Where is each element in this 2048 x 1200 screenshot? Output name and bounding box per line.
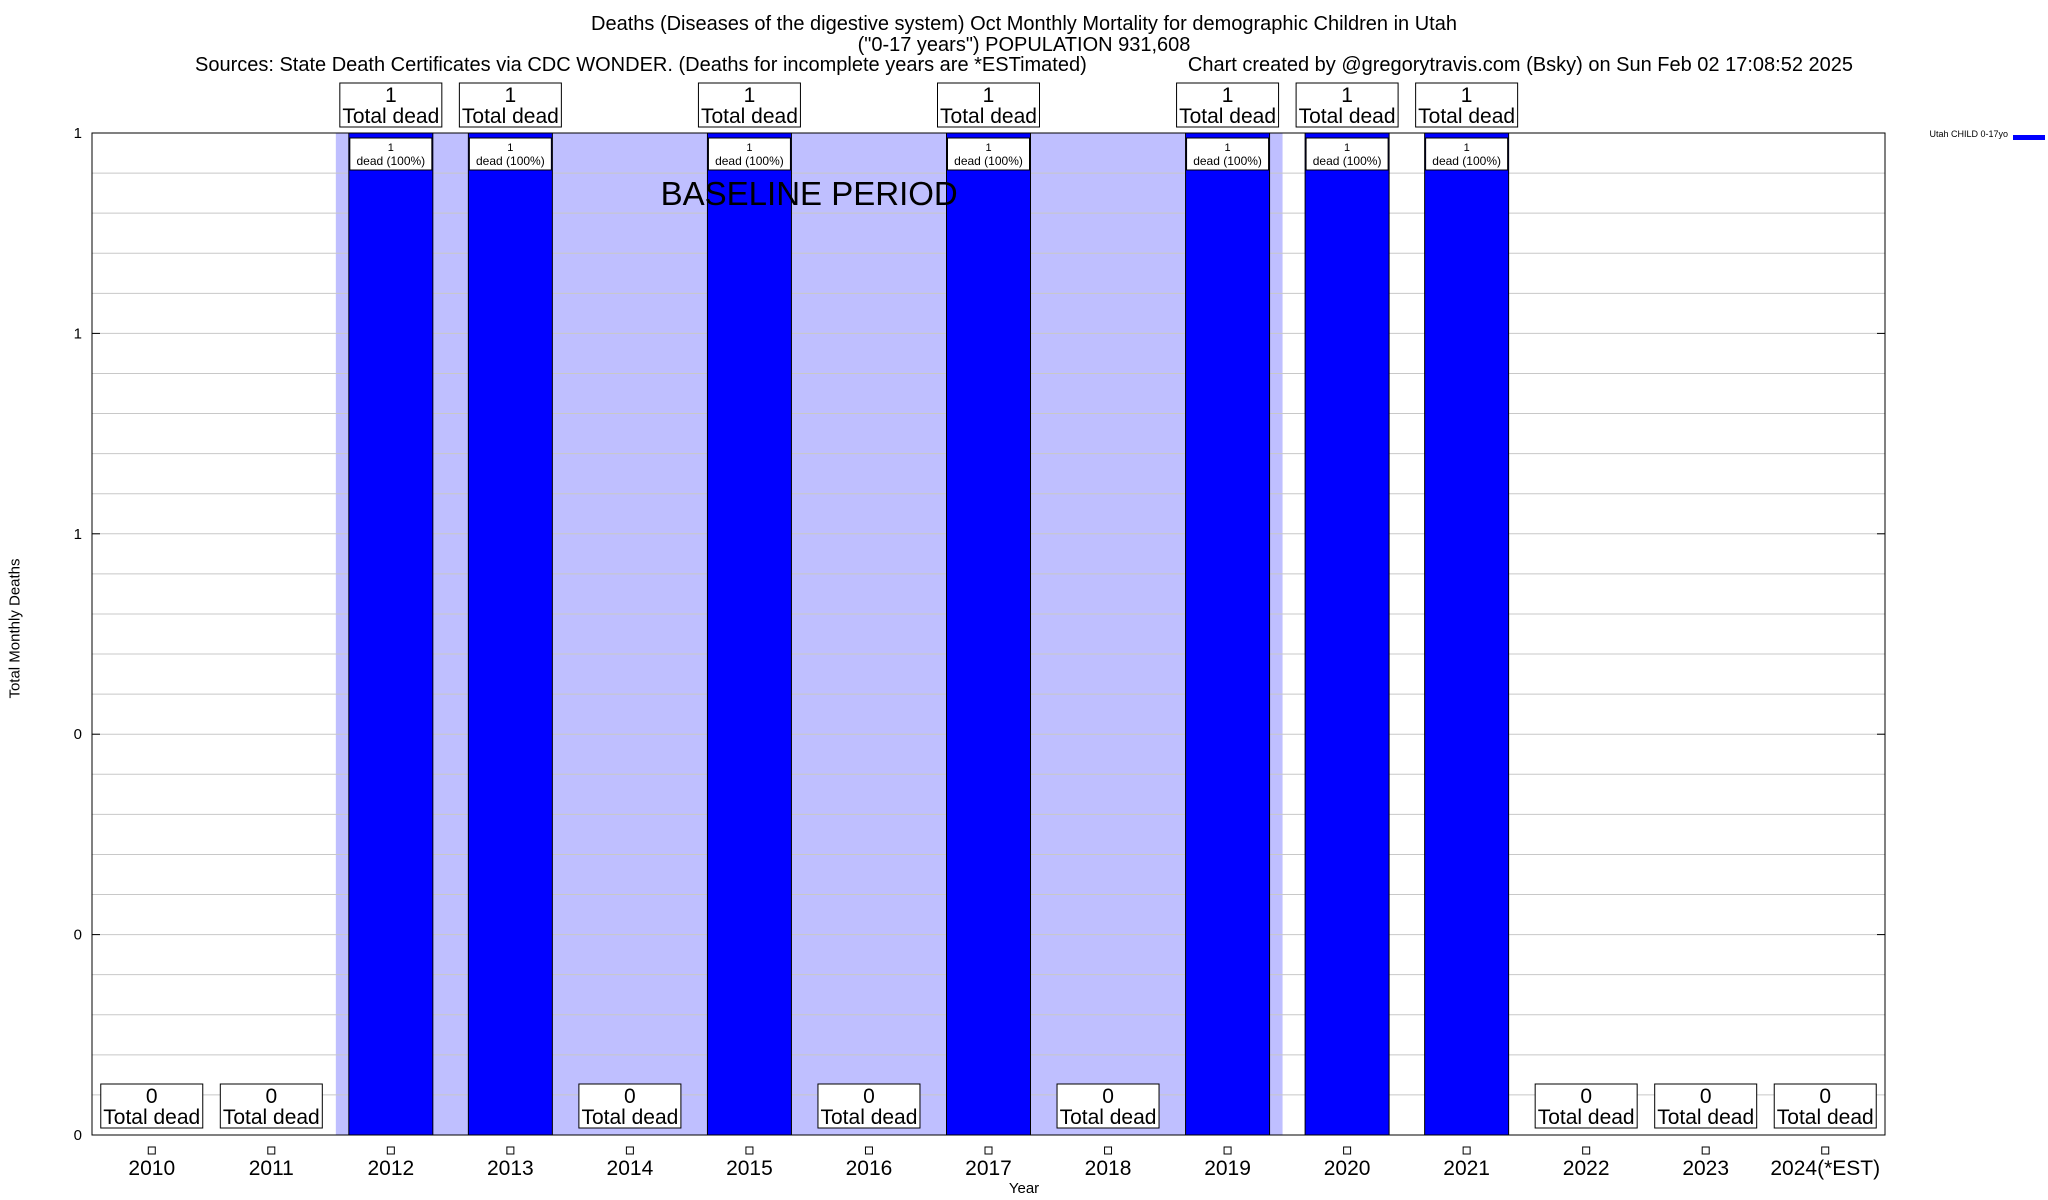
total-label-value: 1 <box>743 84 756 107</box>
total-label-caption: Total dead <box>1059 1106 1157 1129</box>
x-tick-marker <box>507 1147 514 1154</box>
bar-label-count: 1 <box>1224 142 1231 154</box>
bar-label-pct: dead (100%) <box>356 154 426 168</box>
x-axis-label: Year <box>1008 1180 1040 1197</box>
x-tick-label: 2023 <box>1682 1157 1730 1180</box>
x-tick-marker <box>387 1147 394 1154</box>
x-tick-marker <box>985 1147 992 1154</box>
total-label-value: 0 <box>1699 1085 1712 1108</box>
x-tick-marker <box>1583 1147 1590 1154</box>
total-label-caption: Total dead <box>1537 1106 1635 1129</box>
x-tick-label: 2024(*EST) <box>1770 1157 1881 1180</box>
total-label-value: 1 <box>504 84 517 107</box>
bar-label-pct: dead (100%) <box>715 154 784 168</box>
x-tick-label: 2018 <box>1084 1157 1132 1180</box>
bar-label-pct: dead (100%) <box>1193 154 1262 168</box>
total-label-value: 0 <box>1102 1085 1114 1108</box>
total-label-caption: Total dead <box>700 105 798 128</box>
x-tick-label: 2015 <box>726 1157 773 1180</box>
x-tick-marker <box>268 1147 275 1154</box>
bar-2020 <box>1305 133 1389 1135</box>
x-tick-marker <box>1822 1147 1829 1154</box>
bar-2019 <box>1186 133 1270 1135</box>
bar-label-pct: dead (100%) <box>1432 154 1501 168</box>
y-tick-label: 1 <box>73 325 82 343</box>
bar-label-count: 1 <box>746 142 753 154</box>
total-label-value: 0 <box>1580 1085 1593 1108</box>
total-label-caption: Total dead <box>103 1106 201 1129</box>
bar-label-count: 1 <box>387 142 394 154</box>
x-tick-label: 2010 <box>128 1157 176 1180</box>
chart-credit: Chart created by @gregorytravis.com (Bsky) on Sun Feb 02 17:08:52 2025 <box>1187 54 1853 76</box>
x-tick-marker <box>1105 1147 1112 1154</box>
x-tick-label: 2021 <box>1443 1157 1490 1180</box>
total-label-value: 1 <box>982 84 995 107</box>
x-tick-label: 2012 <box>367 1157 415 1180</box>
bar-label-pct: dead (100%) <box>954 154 1023 168</box>
total-label-value: 0 <box>624 1085 636 1108</box>
total-label-value: 0 <box>863 1085 875 1108</box>
x-tick-label: 2019 <box>1204 1157 1251 1180</box>
bar-2017 <box>947 133 1031 1135</box>
y-tick-label: 0 <box>73 926 82 944</box>
total-label-value: 0 <box>1819 1085 1832 1108</box>
y-tick-label: 0 <box>73 1127 82 1144</box>
x-tick-marker <box>1702 1147 1709 1154</box>
x-tick-marker <box>1224 1147 1231 1154</box>
total-label-value: 1 <box>1460 84 1473 107</box>
total-label-caption: Total dead <box>940 105 1037 128</box>
legend <box>1908 129 2048 145</box>
legend-series-label: Utah CHILD 0-17yo <box>1929 129 2008 139</box>
y-tick-label: 1 <box>73 525 82 543</box>
x-tick-label: 2020 <box>1323 1157 1371 1180</box>
bar-2012 <box>349 133 433 1135</box>
bar-label-count: 1 <box>1344 142 1351 154</box>
y-tick-label: 0 <box>73 726 82 744</box>
total-label-caption: Total dead <box>1657 1106 1755 1129</box>
total-label-value: 0 <box>265 1085 278 1108</box>
bar-label-pct: dead (100%) <box>476 154 545 168</box>
total-label-caption: Total dead <box>1179 105 1277 128</box>
x-tick-marker <box>865 1147 872 1154</box>
baseline-period-label: BASELINE PERIOD <box>660 175 958 212</box>
x-tick-marker <box>1463 1147 1470 1154</box>
total-label-value: 0 <box>145 1085 158 1108</box>
bar-label-count: 1 <box>507 142 514 154</box>
x-tick-label: 2011 <box>248 1157 294 1180</box>
x-tick-marker <box>1344 1147 1351 1154</box>
x-tick-label: 2013 <box>487 1157 534 1180</box>
y-tick-label: 1 <box>73 125 82 142</box>
x-tick-label: 2022 <box>1562 1157 1610 1180</box>
total-label-caption: Total dead <box>820 1106 918 1129</box>
x-tick-marker <box>148 1147 155 1154</box>
x-tick-marker <box>626 1147 633 1154</box>
x-tick-label: 2017 <box>965 1157 1012 1180</box>
bar-2021 <box>1425 133 1509 1135</box>
x-tick-label: 2014 <box>606 1157 654 1180</box>
total-label-caption: Total dead <box>1776 1106 1874 1129</box>
bar-label-count: 1 <box>985 142 992 154</box>
chart-title-line-2: ("0-17 years") POPULATION 931,608 <box>857 34 1191 56</box>
total-label-value: 1 <box>1341 84 1353 107</box>
total-label-caption: Total dead <box>342 105 440 128</box>
total-label-caption: Total dead <box>461 105 559 128</box>
chart-sources: Sources: State Death Certificates via CDC WONDER. (Deaths for incomplete years are *ESTimated) <box>194 54 1087 76</box>
x-tick-label: 2016 <box>845 1157 893 1180</box>
bar-2013 <box>468 133 552 1135</box>
total-label-value: 1 <box>384 84 397 107</box>
legend-series-swatch <box>2013 135 2045 140</box>
total-label-value: 1 <box>1221 84 1234 107</box>
total-label-caption: Total dead <box>581 1106 679 1129</box>
total-label-caption: Total dead <box>222 1106 320 1129</box>
bar-2015 <box>707 133 791 1135</box>
total-label-caption: Total dead <box>1298 105 1396 128</box>
y-axis-label: Total Monthly Deaths <box>6 558 24 699</box>
total-label-caption: Total dead <box>1418 105 1516 128</box>
chart-title-line-1: Deaths (Diseases of the digestive system) Oct Monthly Mortality for demographic Children in Utah <box>591 13 1457 35</box>
x-tick-marker <box>746 1147 753 1154</box>
bar-label-count: 1 <box>1463 142 1470 154</box>
bar-label-pct: dead (100%) <box>1312 154 1382 168</box>
